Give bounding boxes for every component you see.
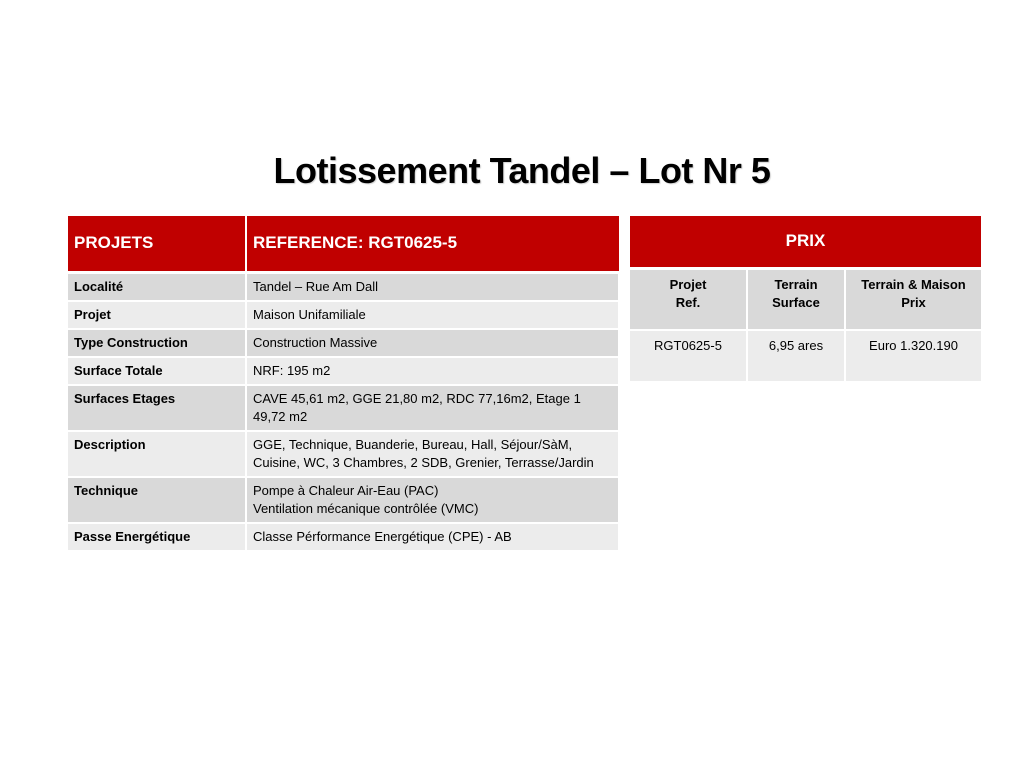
column-header-line: Prix [901, 294, 926, 310]
row-label: Surface Totale [68, 357, 246, 385]
table-row [68, 272, 619, 301]
row-value: Construction Massive [246, 329, 619, 357]
table-row [68, 385, 619, 431]
row-label: Description [68, 431, 246, 477]
projets-header: PROJETS [68, 216, 246, 272]
projets-header-row [68, 216, 619, 272]
row-value: CAVE 45,61 m2, GGE 21,80 m2, RDC 77,16m2, Etage 1 49,72 m2 [246, 385, 619, 431]
row-label: Type Construction [68, 329, 246, 357]
table-row [68, 477, 619, 523]
prix-column-headers [630, 268, 981, 330]
project-ref-value: RGT0625-5 [630, 330, 747, 382]
prix-table [630, 216, 981, 383]
table-row [68, 329, 619, 357]
table-row [68, 523, 619, 551]
row-value: Maison Unifamiliale [246, 301, 619, 329]
row-value [246, 477, 619, 523]
projets-table [68, 216, 620, 552]
row-value: Classe Pérformance Energétique (CPE) - AB [246, 523, 619, 551]
column-header [845, 268, 981, 330]
row-label: Projet [68, 301, 246, 329]
row-label: Passe Energétique [68, 523, 246, 551]
column-header-line: Terrain & Maison [861, 276, 966, 292]
row-value: GGE, Technique, Buanderie, Bureau, Hall, Séjour/SàM, Cuisine, WC, 3 Chambres, 2 SDB, Grenier, Terrasse/Jardin [246, 431, 619, 477]
row-value: NRF: 195 m2 [246, 357, 619, 385]
prix-header-row [630, 216, 981, 268]
row-value-line: Ventilation mécanique contrôlée (VMC) [253, 500, 479, 516]
column-header [630, 268, 747, 330]
price-value: Euro 1.320.190 [845, 330, 981, 382]
column-header-line: Terrain [774, 276, 818, 292]
table-row [68, 357, 619, 385]
column-header-line: Ref. [675, 294, 701, 310]
row-label: Surfaces Etages [68, 385, 246, 431]
table-row [68, 301, 619, 329]
row-value: Tandel – Rue Am Dall [246, 272, 619, 301]
table-row [68, 431, 619, 477]
terrain-surface-value: 6,95 ares [747, 330, 845, 382]
column-header-line: Surface [772, 294, 820, 310]
row-label: Localité [68, 272, 246, 301]
column-header-line: Projet [669, 276, 707, 292]
reference-header: REFERENCE: RGT0625-5 [246, 216, 619, 272]
column-header [747, 268, 845, 330]
page-title: Lotissement Tandel – Lot Nr 5 [273, 150, 771, 191]
prix-header: PRIX [630, 216, 981, 268]
row-value-line: Pompe à Chaleur Air-Eau (PAC) [253, 482, 439, 498]
table-row [630, 330, 981, 382]
row-label: Technique [68, 477, 246, 523]
